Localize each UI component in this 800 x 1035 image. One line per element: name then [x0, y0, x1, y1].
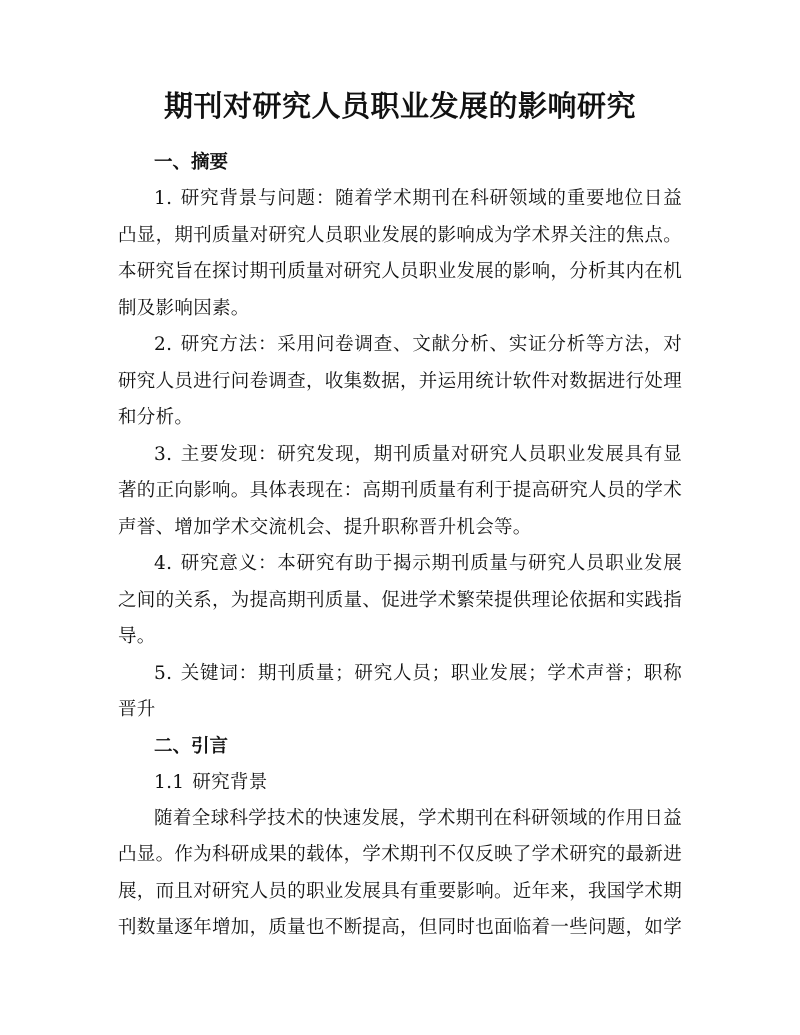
abstract-item-4 — [118, 546, 682, 656]
abstract-item-5 — [118, 656, 682, 729]
subsection-heading-background — [118, 765, 682, 801]
section-heading-introduction: 二、引言 — [154, 735, 229, 757]
abstract-item-2 — [118, 327, 682, 437]
page-title: 期刊对研究人员职业发展的影响研究 — [163, 89, 636, 123]
item-number: 2. — [154, 334, 173, 355]
item-number: 4. — [154, 553, 173, 574]
section-heading-abstract: 一、摘要 — [154, 152, 229, 173]
abstract-item-3 — [118, 437, 682, 547]
item-text: 主要发现：研究发现，期刊质量对研究人员职业发展具有显著的正向影响。具体表现在：高期刊质量有利于提高研究人员的学术声誉、增加学术交流机会、提升职称晋升机会等。 — [118, 443, 683, 538]
item-number: 1. — [154, 188, 173, 209]
subsection-number: 1.1 — [154, 771, 185, 793]
document-body — [118, 145, 682, 947]
item-text: 关键词：期刊质量；研究人员；职业发展；学术声誉；职称晋升 — [118, 662, 682, 720]
item-number: 5. — [154, 662, 173, 684]
subsection-title: 研究背景 — [192, 771, 268, 793]
abstract-item-1 — [118, 181, 682, 327]
item-text: 研究方法：采用问卷调查、文献分析、实证分析等方法，对研究人员进行问卷调查，收集数据，并运用统计软件对数据进行处理和分析。 — [118, 334, 683, 428]
item-number: 3. — [154, 443, 173, 465]
item-text: 研究背景与问题：随着学术期刊在科研领域的重要地位日益凸显，期刊质量对研究人员职业发展的影响成为学术界关注的焦点。本研究旨在探讨期刊质量对研究人员职业发展的影响，分析其内在机制及影响因素。 — [118, 188, 683, 319]
introduction-paragraph: 随着全球科学技术的快速发展，学术期刊在科研领域的作用日益凸显。作为科研成果的载体，学术期刊不仅反映了学术研究的最新进展，而且对研究人员的职业发展具有重要影响。近年来，我国学术期刊数量逐年增加，质量也不断提高，但同时也面临着一些问题，如学 — [118, 807, 683, 938]
item-text: 研究意义：本研究有助于揭示期刊质量与研究人员职业发展之间的关系，为提高期刊质量、促进学术繁荣提供理论依据和实践指导。 — [118, 553, 683, 647]
